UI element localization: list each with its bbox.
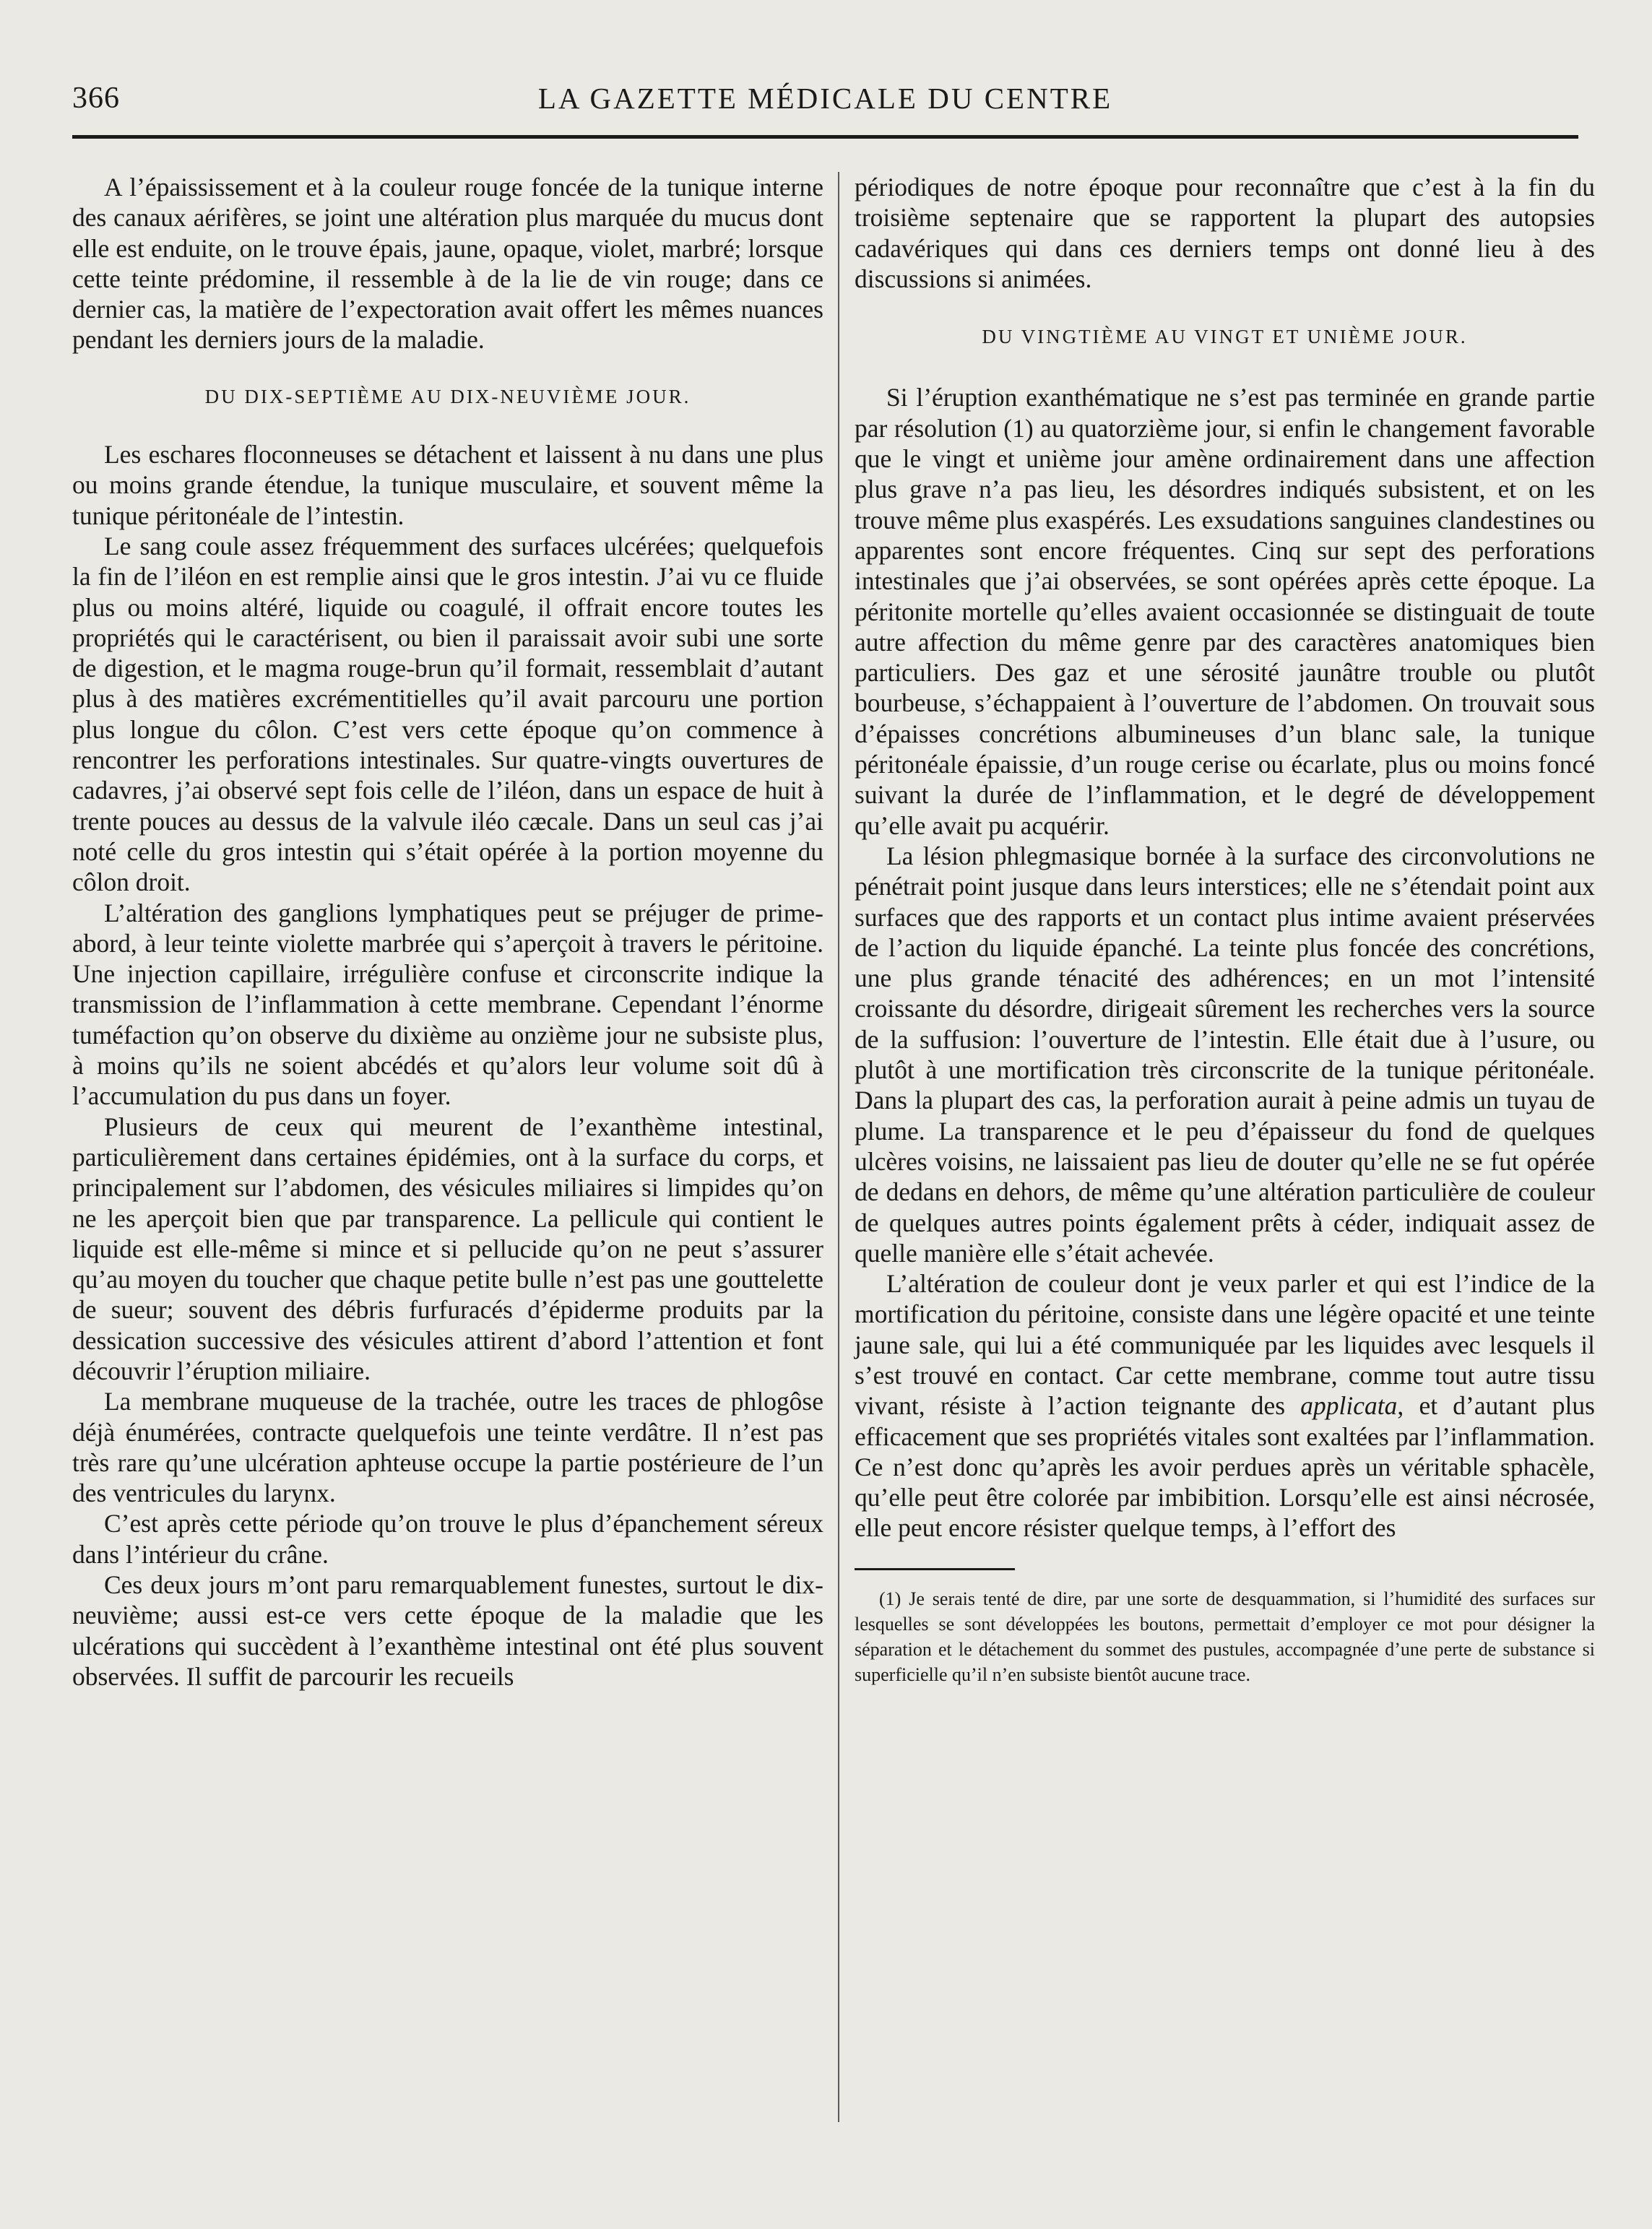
right-column xyxy=(855,172,1595,1687)
paragraph: La lésion phlegmasique bornée à la surface des circonvolutions ne pénétrait point jusque dans leurs interstices; elle ne s’étendait point aux surfaces que des rapports et un contact plus intime avaient préservées de l’action du liquide épanché. La teinte plus foncée des concrétions, une plus grande ténacité des adhérences; en un mot l’intensité croissante du désordre, dirigeait sûrement les recherches vers la source de la suffusion: l’ouverture de l’intestin. Elle était due à l’usure, ou plutôt à une mortification très circonscrite de la tunique péritonéale. Dans la plupart des cas, la perforation aurait à peine admis un tuyau de plume. La transparence et le peu d’épaisseur du fond de quelques ulcères voisins, ne laissaient pas lieu de douter qu’elle ne se fut opérée de dedans en dehors, de même qu’une altération particulière de couleur de quelques autres points également prêts à céder, indiquait assez de quelle manière elle s’était achevée. xyxy=(855,841,1595,1268)
paragraph: Le sang coule assez fréquemment des surfaces ulcérées; quelquefois la fin de l’iléon en est remplie ainsi que le gros intestin. J’ai vu ce fluide plus ou moins altéré, liquide ou coagulé, il offrait encore toutes les propriétés qui le caractérisent, ou bien il paraissait avoir subi une sorte de digestion, et le magma rouge-brun qu’il formait, ressemblait d’autant plus à des matières excrémentitielles qu’il avait parcouru une portion plus longue du côlon. C’est vers cette époque qu’on commence à rencontrer les perforations intestinales. Sur quatre-vingts ouvertures de cadavres, j’ai observé sept fois celle de l’iléon, dans un espace de huit à trente pouces au dessus de la valvule iléo cæcale. Dans un seul cas j’ai noté celle du gros intestin qui s’était opérée à la portion moyenne du côlon droit. xyxy=(72,531,823,897)
section-heading: DU VINGTIÈME AU VINGT ET UNIÈME JOUR. xyxy=(982,326,1468,348)
paragraph: C’est après cette période qu’on trouve le plus d’épanchement séreux dans l’intérieur du crâne. xyxy=(72,1509,823,1569)
paragraph: A l’épaississement et à la couleur rouge foncée de la tunique interne des canaux aérifères, se joint une altération plus marquée du mucus dont elle est enduite, on le trouve épais, jaune, opaque, violet, marbré; lorsque cette teinte prédomine, il ressemble à de la lie de vin rouge; dans ce dernier cas, la matière de l’expectoration avait offert les mêmes nuances pendant les derniers jours de la maladie. xyxy=(72,173,823,355)
paragraph-text: L’altération de couleur dont je veux parler et qui est l’indice de la mortification du péritoine, consiste dans une légère opacité et une teinte jaune sale, qui lui a été communiquée par les liquides avec lesquels il s’est trouvé en contact. Car cette membrane, comme tout autre tissu vivant, résiste à l’action teignante des xyxy=(855,1269,1595,1421)
footnote xyxy=(855,1586,1595,1687)
paragraph: Ces deux jours m’ont paru remarquablement funestes, surtout le dix-neuvième; aussi est-ce vers cette époque de la maladie que les ulcérations qui succèdent à l’exanthème intestinal ont été plus souvent observées. Il suffit de parcourir les recueils xyxy=(72,1570,823,1691)
paragraph: La membrane muqueuse de la trachée, outre les traces de phlogôse déjà énumérées, contracte quelquefois une teinte verdâtre. Il n’est pas très rare qu’une ulcération aphteuse occupe la partie postérieure de l’un des ventricules du larynx. xyxy=(72,1387,823,1508)
italic-term: applicata xyxy=(1300,1391,1398,1421)
paragraph: périodiques de notre époque pour reconnaître que c’est à la fin du troisième septenaire que se rapportent la plupart des autopsies cadavériques qui dans ces derniers temps ont donné lieu à des discussions si animées. xyxy=(855,173,1595,293)
header-rule xyxy=(72,135,1578,139)
footnote-text: (1) Je serais tenté de dire, par une sorte de desquammation, si l’humidité des surfaces sur lesquelles se sont développées les boutons, permettait d’employer ce mot pour désigner la séparation et le détachement du sommet des pustules, accompagnée d’une perte de substance si superficielle qu’il n’en subsiste bientôt aucune trace. xyxy=(855,1588,1595,1685)
page-number: 366 xyxy=(72,82,120,115)
left-column xyxy=(72,172,823,1692)
section-heading: DU DIX-SEPTIÈME AU DIX-NEUVIÈME JOUR. xyxy=(204,385,691,407)
footnote-rule xyxy=(855,1568,1015,1570)
paragraph: Les eschares floconneuses se détachent et laissent à nu dans une plus ou moins grande étendue, la tunique musculaire, et souvent même la tunique péritonéale de l’intestin. xyxy=(72,440,823,530)
column-divider xyxy=(838,172,839,2122)
paragraph xyxy=(855,1268,1595,1544)
paragraph: Si l’éruption exanthématique ne s’est pas terminée en grande partie par résolution (1) au quatorzième jour, si enfin le changement favorable que le vingt et unième jour amène ordinairement dans une affection plus grave n’a pas lieu, les désordres indiqués subsistent, et on les trouve même plus exaspérés. Les exsudations sanguines clandestines ou apparentes sont encore fréquentes. Cinq sur sept des perforations intestinales que j’ai observées, se sont opérées après cette époque. La péritonite mortelle qu’elles avaient occasionnée se distinguait de toute autre affection du même genre par des caractères anatomiques bien particuliers. Des gaz et une sérosité jaunâtre trouble ou plutôt bourbeuse, s’échappaient à l’ouverture de l’abdomen. On trouvait sous d’épaisses concrétions albumineuses d’un blanc sale, la tunique péritonéale épaissie, d’un rouge cerise ou écarlate, plus ou moins foncé suivant la durée de l’inflammation, et le degré de développement qu’elle avait pu acquérir. xyxy=(855,383,1595,840)
paragraph: L’altération des ganglions lymphatiques peut se préjuger de prime-abord, à leur teinte violette marbrée qui s’aperçoit à travers le péritoine. Une injection capillaire, irrégulière confuse et circonscrite indique la transmission de l’inflammation à cette membrane. Cependant l’énorme tuméfaction qu’on observe du dixième au onzième jour ne subsiste plus, à moins qu’ils ne soient abcédés et qu’alors leur volume soit dû à l’accumulation du pus dans un foyer. xyxy=(72,898,823,1111)
journal-title: LA GAZETTE MÉDICALE DU CENTRE xyxy=(537,82,1113,115)
paragraph-text: , et d’autant plus efficacement que ses propriétés vitales sont exaltées par l’inflammation. Ce n’est donc qu’après les avoir perdues après un véritable sphacèle, qu’elle peut être colorée par imbibition. Lorsqu’elle est ainsi nécrosée, elle peut encore résister quelque temps, à l’effort des xyxy=(855,1391,1595,1543)
page-header xyxy=(72,81,1578,124)
paragraph: Plusieurs de ceux qui meurent de l’exanthème intestinal, particulièrement dans certaines épidémies, ont à la surface du corps, et principalement sur l’abdomen, des vésicules miliaires si limpides qu’on ne les aperçoit bien que par transparence. La pellicule qui contient le liquide est elle-même si mince et si pellucide qu’on ne peut s’assurer qu’au moyen du toucher que chaque petite bulle n’est pas une gouttelette de sueur; souvent des débris furfuracés d’épiderme produits par la dessication successive des vésicules attirent d’abord l’attention et font découvrir l’éruption miliaire. xyxy=(72,1112,823,1385)
